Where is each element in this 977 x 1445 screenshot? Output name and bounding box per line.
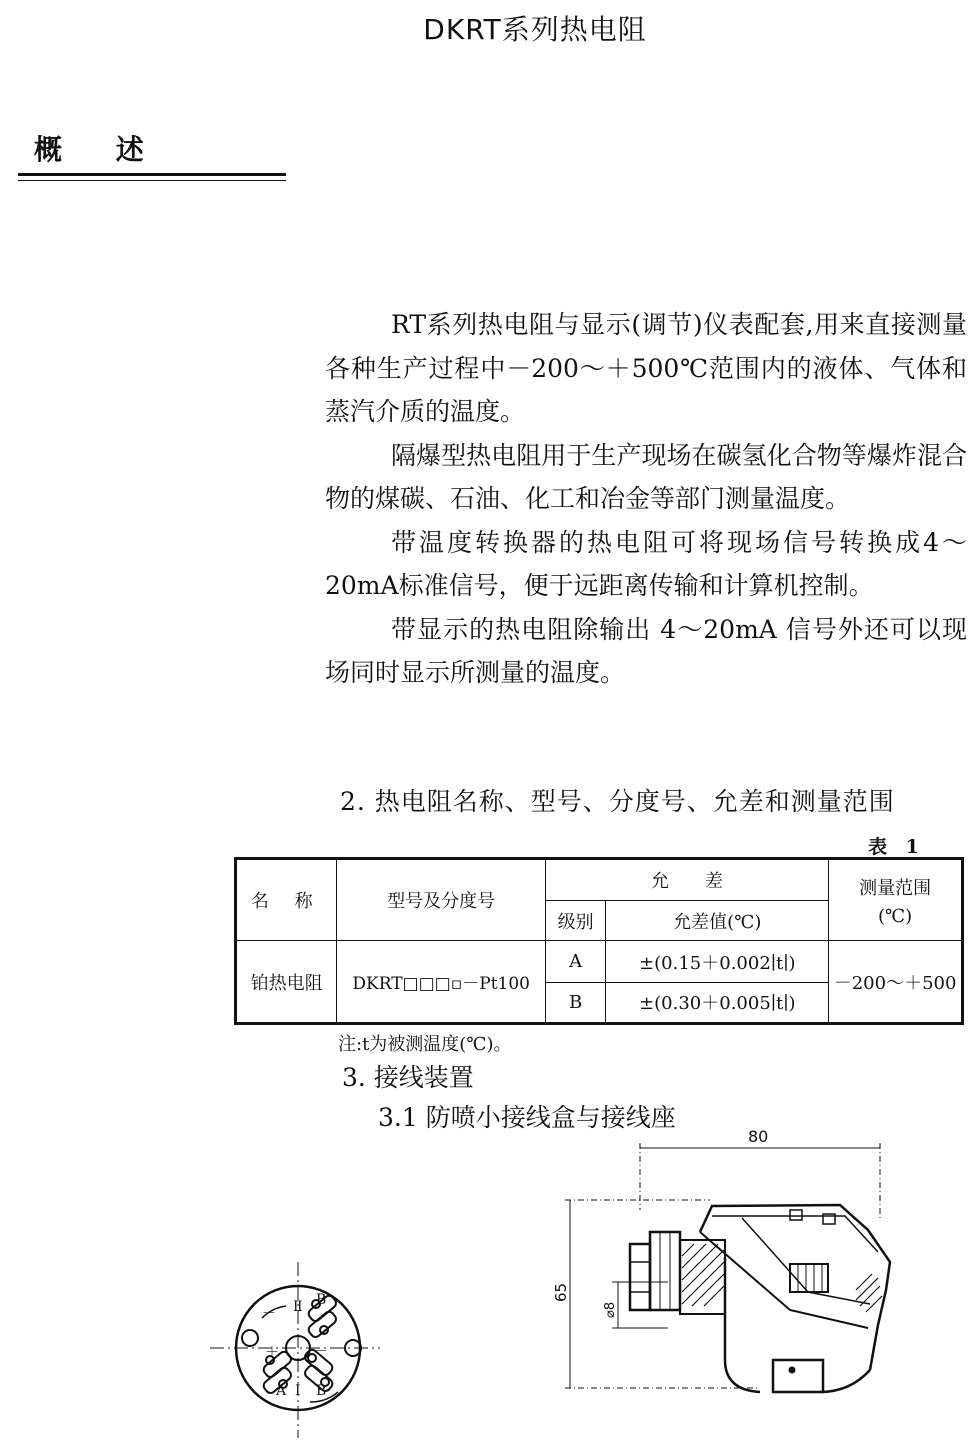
section-2-heading: 2. 热电阻名称、型号、分度号、允差和测量范围 <box>340 787 895 816</box>
cell-tolerance-b: ±(0.30＋0.005∣t∣) <box>606 982 829 1023</box>
cell-model: DKRT□□□▫－Pt100 <box>337 941 545 1024</box>
header-tolerance: 允 差 <box>545 859 828 901</box>
cell-tolerance-a: ±(0.15＋0.002∣t∣) <box>606 941 829 982</box>
overview-heading: 概 述 <box>34 133 166 166</box>
header-model: 型号及分度号 <box>337 859 545 941</box>
cell-grade-a: A <box>545 941 606 982</box>
dim-dia: ⌀8 <box>603 1301 618 1318</box>
section-3-heading: 3. 接线装置 <box>342 1063 474 1092</box>
section-3-1-heading: 3.1 防喷小接线盒与接线座 <box>378 1103 676 1132</box>
table-number: 表 1 <box>868 836 925 858</box>
paragraph-scope: RT系列热电阻与显示(调节)仪表配套,用来直接测量各种生产过程中－200～＋500℃范围内的液体、气体和蒸汽介质的温度。 <box>325 310 967 426</box>
terminal-label-minus-lower: － <box>314 1344 328 1360</box>
header-tolerance-value: 允差值(℃) <box>606 901 829 941</box>
paragraph-explosion-proof: 隔爆型热电阻用于生产现场在碳氢化合物等爆炸混合物的煤碳、石油、化工和冶金等部门测量温度。 <box>325 440 967 513</box>
paragraph-display: 带显示的热电阻除输出 4～20mA 信号外还可以现场同时显示所测量的温度。 <box>325 614 967 687</box>
terminal-label-b-bottom: B <box>316 1383 327 1399</box>
terminal-block-drawing <box>210 1262 380 1438</box>
header-range-unit: (℃) <box>877 905 913 927</box>
cell-grade-b: B <box>545 982 606 1023</box>
terminal-label-i: Ⅰ <box>295 1383 301 1399</box>
header-name: 名 称 <box>236 859 337 941</box>
page-title: DKRT系列热电阻 <box>423 13 647 46</box>
junction-box-drawing <box>565 1143 890 1392</box>
dim-height: 65 <box>552 1282 570 1302</box>
paragraph-transmitter: 带温度转换器的热电阻可将现场信号转换成4～20mA标准信号，便于远距离传输和计算机控制。 <box>325 527 967 600</box>
dim-width: 80 <box>748 1127 769 1146</box>
header-grade: 级别 <box>545 901 606 941</box>
terminal-label-b-top: B <box>316 1292 327 1308</box>
table-note: 注:t为被测温度(℃)。 <box>338 1034 512 1055</box>
cell-name: 铂热电阻 <box>236 941 337 1024</box>
header-range-label: 测量范围 <box>859 877 932 899</box>
cell-range: －200～＋500 <box>829 941 963 1024</box>
terminal-label-a: A <box>276 1383 287 1399</box>
terminal-label-plus: ＋ <box>265 1345 279 1361</box>
terminal-label-minus-upper: － <box>262 1306 276 1322</box>
terminal-label-ii: Ⅱ <box>293 1299 303 1315</box>
